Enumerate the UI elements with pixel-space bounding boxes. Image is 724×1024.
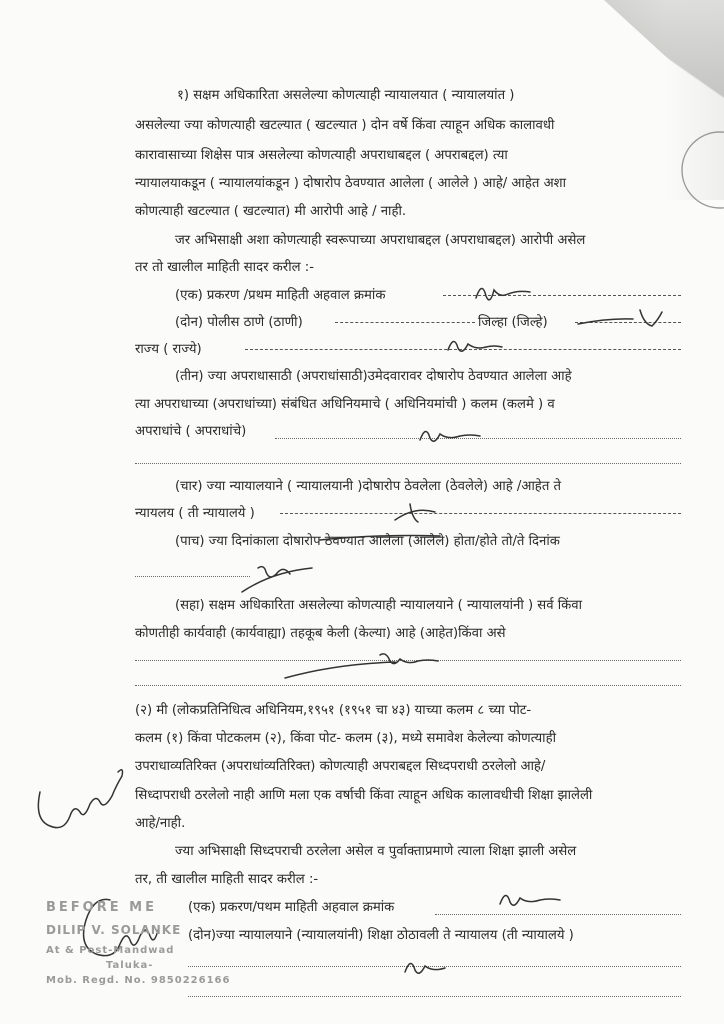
form-line-l9: (दोन) पोलीस ठाणे (ठाणी) (175, 315, 303, 330)
stamp-line-1: BEFORE ME (46, 900, 157, 915)
nil-mark-conviction (500, 895, 560, 905)
form-line-l6: जर अभिसाक्षी अशा कोणत्याही स्वरूपाच्या अपराधाबद्दल (अपराधाबद्दल) आरोपी असेल (175, 233, 586, 248)
strike-court (395, 504, 435, 522)
form-line-l9b: जिल्हा (जिल्हे) (478, 315, 548, 330)
form-line-l16: (पाच) ज्या दिनांकाला दोषारोप ठेवण्यात आलेला (आलेले) होता/होते तो/ते दिनांक (175, 534, 560, 549)
form-line-l24: ज्या अभिसाक्षी सिध्दपराची ठरलेला असेल व पुर्वाक्ताप्रमाणे त्याला शिक्षा झाली असेल (175, 844, 577, 859)
form-line-l8: (एक) प्रकरण /प्रथम माहिती अहवाल क्रमांक (175, 288, 386, 303)
form-line-l18: कोणतीही कार्यवाही (कार्यवाह्या) तहकूब केली (केल्या) आहे (आहेत)किंवा असे (135, 626, 506, 641)
form-line-l12: त्या अपराधाच्या (अपराधांच्या) संबंधित अधिनियमाचे ( अधिनियमांची ) कलम (कलमे ) व (135, 397, 555, 412)
form-line-l14: (चार) ज्या न्यायालयाने ( न्यायालयानी )दोषारोप ठेवलेला (ठेवलेले) आहे /आहेत ते (175, 479, 562, 494)
form-line-l21: उपराधाव्यतिरिक्त (अपराधांव्यतिरिक्त) कोणत्याही अपराबद्दल सिध्दपराधी ठरलेलो आहे/ (135, 759, 546, 774)
form-line-l15: न्यायलय ( ती न्यायालये ) (135, 506, 255, 521)
form-line-l4: न्यायालयाकडून ( न्यायालयांकडून ) दोषारोप ठेवण्यात आलेला ( आलेले ) आहे/ आहेत अशा (135, 176, 567, 191)
form-line-l27: (दोन)ज्या न्यायालयाने (न्यायालयांनी) शिक्षा ठोठावली ते न्यायालय (ती न्यायालये ) (188, 928, 574, 943)
form-line-l20: कलम (१) किंवा पोटकलम (२), किंवा पोट- कलम (३), मध्ये समावेश केलेल्या कोणत्याही (135, 731, 556, 746)
nil-mark-proceedings (285, 654, 438, 678)
notary-stamp (46, 900, 246, 1020)
form-line-l13: अपराधांचे ( अपराधांचे) (135, 424, 247, 439)
seal-edge (682, 132, 724, 208)
form-line-l10: राज्य ( राज्ये) (135, 342, 202, 357)
strike-district (578, 310, 662, 326)
nil-mark-date (242, 567, 312, 592)
nil-mark-offence (420, 431, 480, 441)
form-line-l1: १) सक्षम अधिकारिता असलेल्या कोणत्याही न्यायालयात ( न्यायालयांत ) (177, 88, 515, 103)
form-line-l26: (एक) प्रकरण/पथम माहिती अहवाल क्रमांक (188, 900, 395, 915)
form-line-l3: कारावासाच्या शिक्षेस पात्र असलेल्या कोणत्याही अपराधाबद्दल ( अपराबद्दल) त्या (135, 148, 508, 163)
form-line-l11: (तीन) ज्या अपराधासाठी (अपराधांसाठी)उमेदवारावर दोषारोप ठेवण्यात आलेला आहे (175, 369, 572, 384)
stamp-line-2: DILIP V. SOLANKE (46, 923, 182, 937)
form-line-l25: तर, ती खालील माहिती सादर करील :- (135, 872, 319, 887)
form-line-l22: सिध्दापराधी ठरलेलो नाही आणि मला एक वर्षाची किंवा त्याहून अधिक कालावधीची शिक्षा झालेली (135, 788, 593, 803)
stamp-line-4: Taluka- (106, 960, 154, 971)
strike-date-text (320, 536, 440, 541)
stamp-line-5: Mob. Regd. No. 9850226166 (46, 975, 231, 986)
form-line-l7: तर तो खालील माहिती सादर करील :- (135, 260, 314, 275)
form-line-l17: (सहा) सक्षम अधिकारिता असलेल्या कोणत्याही न्यायालयाने ( न्यायालयांनी ) सर्व किंवा (175, 598, 583, 613)
stamp-line-3: At & Post-Mandwad (46, 945, 175, 956)
margin-signature (38, 770, 122, 828)
nil-mark-fir (476, 288, 530, 299)
form-line-l2: असलेल्या ज्या कोणत्याही खटल्यात ( खटल्यात ) दोन वर्षे किंवा त्याहून अधिक कालावधी (135, 118, 555, 133)
form-line-l5: कोणत्याही खटल्यात ( खटल्यात) मी आरोपी आहे / नाही. (135, 204, 407, 219)
form-line-l23: आहे/नाही. (135, 816, 186, 831)
nil-mark-state (448, 341, 502, 351)
nil-mark-conviction-court (405, 963, 445, 973)
form-line-l19: (२) मी (लोकप्रतिनिधित्व अधिनियम,१९५१ (१९५१ चा ४३) याच्या कलम ८ च्या पोट- (135, 703, 532, 718)
